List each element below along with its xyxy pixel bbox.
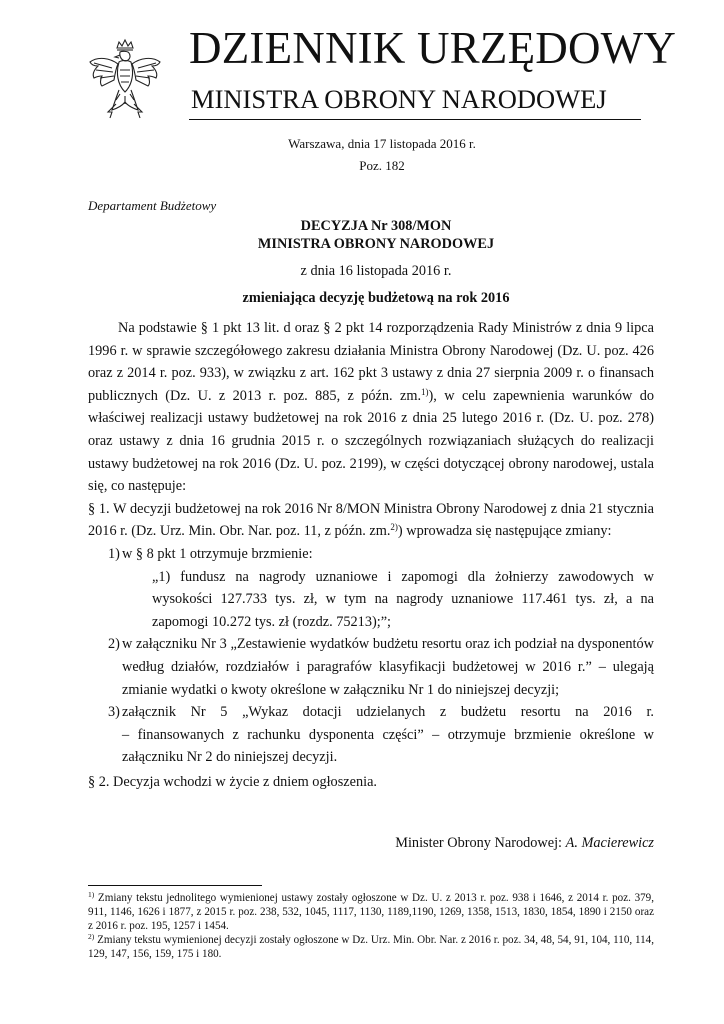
signatory-name: A. Macierewicz <box>565 835 654 851</box>
decision-date: z dnia 16 listopada 2016 r. <box>300 263 452 279</box>
footnote-ref-1: 1) <box>421 386 429 397</box>
paragraph-1: § 1. W decyzji budżetowej na rok 2016 Nr 8/MON Ministra Obrony Narodowej z dnia 21 stycznia 2016 r. (Dz. Urz. Min. Obr. Nar. poz. 11, z późn. zm.$^{2)}$) wprowadza się następujące zmiany: <box>88 500 654 540</box>
list-item-1: 1) w § 8 pkt 1 otrzymuje brzmienie: „1) fundusz na nagrody uznaniowe i zapomogi dla żołnierzy zawodowych w wysokości 127.733 tys. zł, w tym na nagrody uznaniowe 117.461 tys. zł, a na zapomogi 10.272 tys. zł (rozdz. 75213);”; <box>88 543 654 633</box>
decision-body <box>88 317 654 793</box>
paragraph-2: § 2. Decyzja wchodzi w życie z dniem ogłoszenia. <box>88 773 378 790</box>
department: Departament Budżetowy <box>88 198 217 213</box>
issue-date: Warszawa, dnia 17 listopada 2016 r. <box>288 136 476 151</box>
footnotes <box>88 892 654 962</box>
quoted-text: „1) fundusz na nagrody uznaniowe i zapomogi dla żołnierzy zawodowych w wysokości 127.733 tys. zł, w tym na nagrody uznaniowe 117.461 tys. zł, a na zapomogi 10.272 tys. zł (rozdz. 75213);”; <box>152 568 654 630</box>
journal-subtitle: MINISTRA OBRONY NARODOWEJ <box>191 84 607 114</box>
list-item-3: 3) załącznik Nr 5 „Wykaz dotacji udzielanych z budżetu resortu na 2016 r. – finansowanych z rachunku dysponenta części” – otrzymuje brzmienie określone w załączniku Nr 2 do niniejszej decyzji. <box>108 704 654 766</box>
issue-position: Poz. 182 <box>359 158 405 173</box>
preamble: Na podstawie § 1 pkt 13 lit. d oraz § 2 pkt 14 rozporządzenia Rady Ministrów z dnia 9 lipca 1996 r. w sprawie szczegółowego zakresu działania Ministra Obrony Narodowej (Dz. U. poz. 426 oraz z 2014 r. poz. 933), w związku z art. 162 pkt 3 ustawy z dnia 27 sierpnia 2009 r. o finansach publicznych (Dz. U. z 2013 r. poz. 885, z późn. zm.$^{1)}$), w celu zapewnienia warunków do właściwej realizacji ustawy budżetowej na rok 2016 z dnia 25 lutego 2016 r. (Dz. U. poz. 278) oraz ustawy z dnia 16 grudnia 2015 r. o szczególnych rozwiązaniach służących do realizacji ustawy budżetowej na rok 2016 (Dz. U. poz. 2199), w części dotyczącej obrony narodowej, ustala się, co następuje: <box>88 320 655 495</box>
footnote-rule <box>88 885 262 886</box>
list-item-2: 2) w załączniku Nr 3 „Zestawienie wydatków budżetu resortu oraz ich podział na dysponentów według działów, rozdziałów i paragrafów klasyfikacji budżetowej w 2016 r.” – ulegają zmianie wydatki o kwoty określone w załączniku Nr 1 do niniejszej decyzji; <box>108 636 654 698</box>
polish-eagle-emblem-icon <box>86 38 164 122</box>
footnote-ref-2: 2) <box>390 522 398 533</box>
decision-title: DECYZJA Nr 308/MON <box>300 218 452 234</box>
decision-subject: zmieniająca decyzję budżetową na rok 2016 <box>242 290 510 306</box>
journal-title: DZIENNIK URZĘDOWY <box>189 23 677 73</box>
signature: Minister Obrony Narodowej: A. Macierewicz <box>395 835 654 851</box>
footnote-2: $^{2)}$ Zmiany tekstu wymienionej decyzji zostały ogłoszone w Dz. Urz. Min. Obr. Nar. z 2016 r. poz. 34, 48, 54, 91, 104, 110, 114, 129, 147, 156, 159, 175 i 180. <box>88 931 654 960</box>
footnote-1: $^{1)}$ Zmiany tekstu jednolitego wymienionej ustawy zostały ogłoszone w Dz. U. z 2013 r. poz. 938 i 1646, z 2014 r. poz. 379, 911, 1146, 1626 i 1877, z 2015 r. poz. 238, 532, 1045, 1117, 1130, 1189,1190, 1269, 1358, 1513, 1830, 1854, 1890 i 2150 oraz z 2016 r. poz. 195, 1257 i 1454. <box>88 890 654 932</box>
decision-issuer: MINISTRA OBRONY NARODOWEJ <box>257 236 495 252</box>
header-rule <box>189 119 641 120</box>
